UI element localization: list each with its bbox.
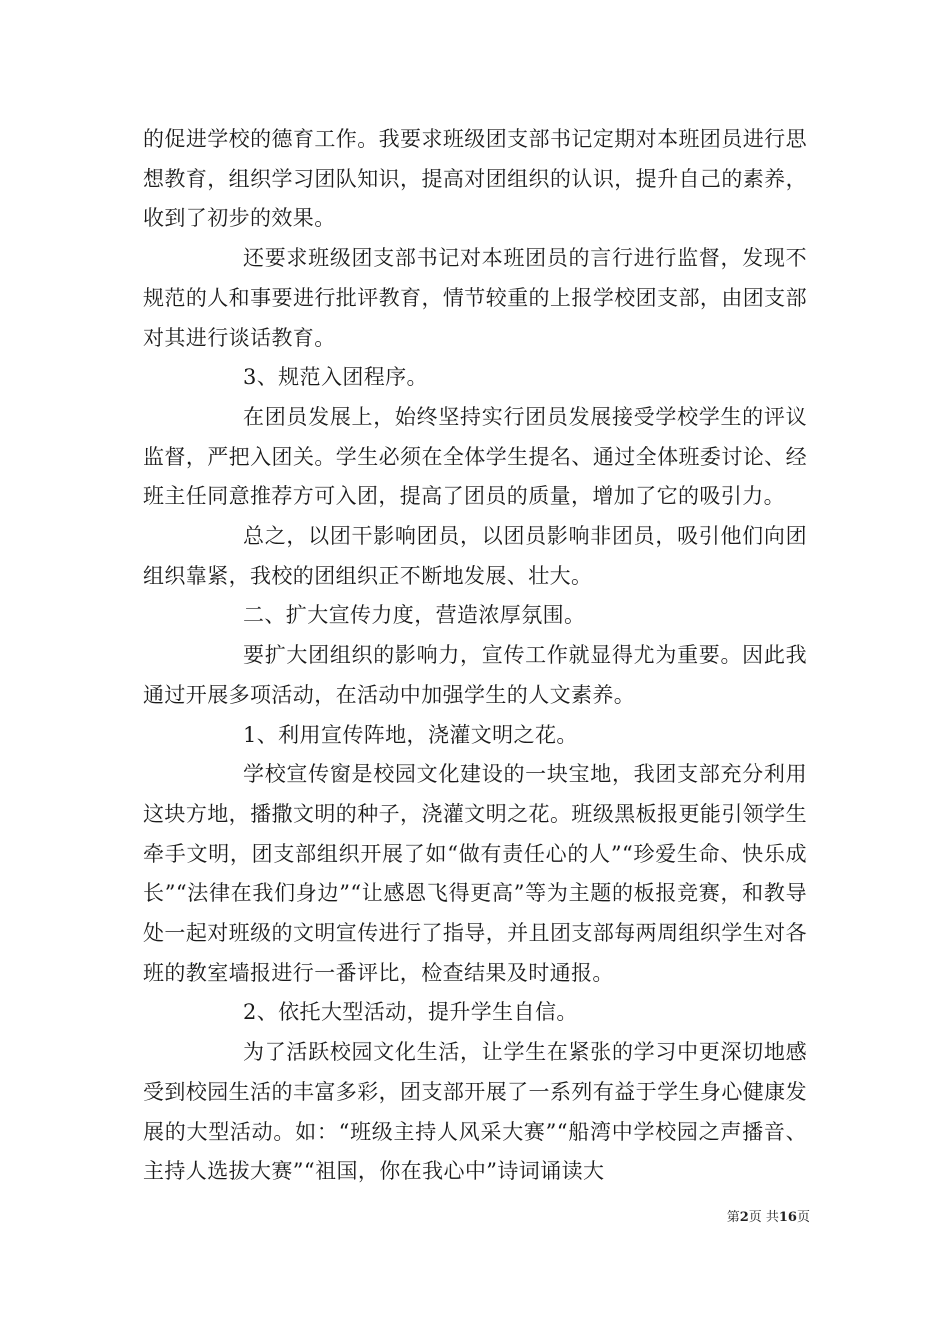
paragraph-5: 总之，以团干影响团员，以团员影响非团员，吸引他们向团组织靠紧，我校的团组织正不断地发展、壮大。 bbox=[143, 524, 807, 588]
paragraph-2: 还要求班级团支部书记对本班团员的言行进行监督，发现不规范的人和事要进行批评教育，情节较重的上报学校团支部，由团支部对其进行谈话教育。 bbox=[143, 246, 807, 350]
document-body bbox=[143, 120, 807, 1192]
footer-suffix: 页 bbox=[796, 1210, 810, 1225]
footer-current-page: 2 bbox=[739, 1210, 749, 1225]
paragraph-11: 为了活跃校园文化生活，让学生在紧张的学习中更深切地感受到校园生活的丰富多彩，团支部开展了一系列有益于学生身心健康发展的大型活动。如：“班级主持人风采大赛”“船湾中学校园之声播音、主持人选拔大赛”“祖国，你在我心中”诗词诵读大 bbox=[143, 1040, 807, 1184]
paragraph-1: 的促进学校的德育工作。我要求班级团支部书记定期对本班团员进行思想教育，组织学习团队知识，提高对团组织的认识，提升自己的素养，收到了初步的效果。 bbox=[143, 127, 807, 231]
footer-prefix: 第 bbox=[726, 1210, 740, 1225]
paragraph-8-heading: 1、利用宣传阵地，浇灌文明之花。 bbox=[243, 722, 578, 747]
footer-total-pages: 16 bbox=[778, 1210, 797, 1225]
page-number-footer bbox=[700, 1206, 810, 1225]
paragraph-4: 在团员发展上，始终坚持实行团员发展接受学校学生的评议监督，严把入团关。学生必须在全体学生提名、通过全体班委讨论、经班主任同意推荐方可入团，提高了团员的质量，增加了它的吸引力。 bbox=[143, 404, 807, 509]
paragraph-7: 要扩大团组织的影响力，宣传工作就显得尤为重要。因此我通过开展多项活动，在活动中加强学生的人文素养。 bbox=[143, 643, 807, 707]
paragraph-10-heading: 2、依托大型活动，提升学生自信。 bbox=[243, 1000, 578, 1025]
footer-middle: 页 共 bbox=[748, 1210, 779, 1225]
paragraph-9: 学校宣传窗是校园文化建设的一块宝地，我团支部充分利用这块方地，播撒文明的种子，浇灌文明之花。班级黑板报更能引领学生牵手文明，团支部组织开展了如“做有责任心的人”“珍爱生命、快乐成长”“法律在我们身边”“让感恩飞得更高”等为主题的板报竞赛，和教导处一起对班级的文明宣传进行了指导，并且团支部每两周组织学生对各班的教室墙报进行一番评比，检查结果及时通报。 bbox=[143, 762, 807, 985]
section-heading-2: 二、扩大宣传力度，营造浓厚氛围。 bbox=[243, 603, 586, 628]
paragraph-3-heading: 3、规范入团程序。 bbox=[243, 365, 428, 390]
